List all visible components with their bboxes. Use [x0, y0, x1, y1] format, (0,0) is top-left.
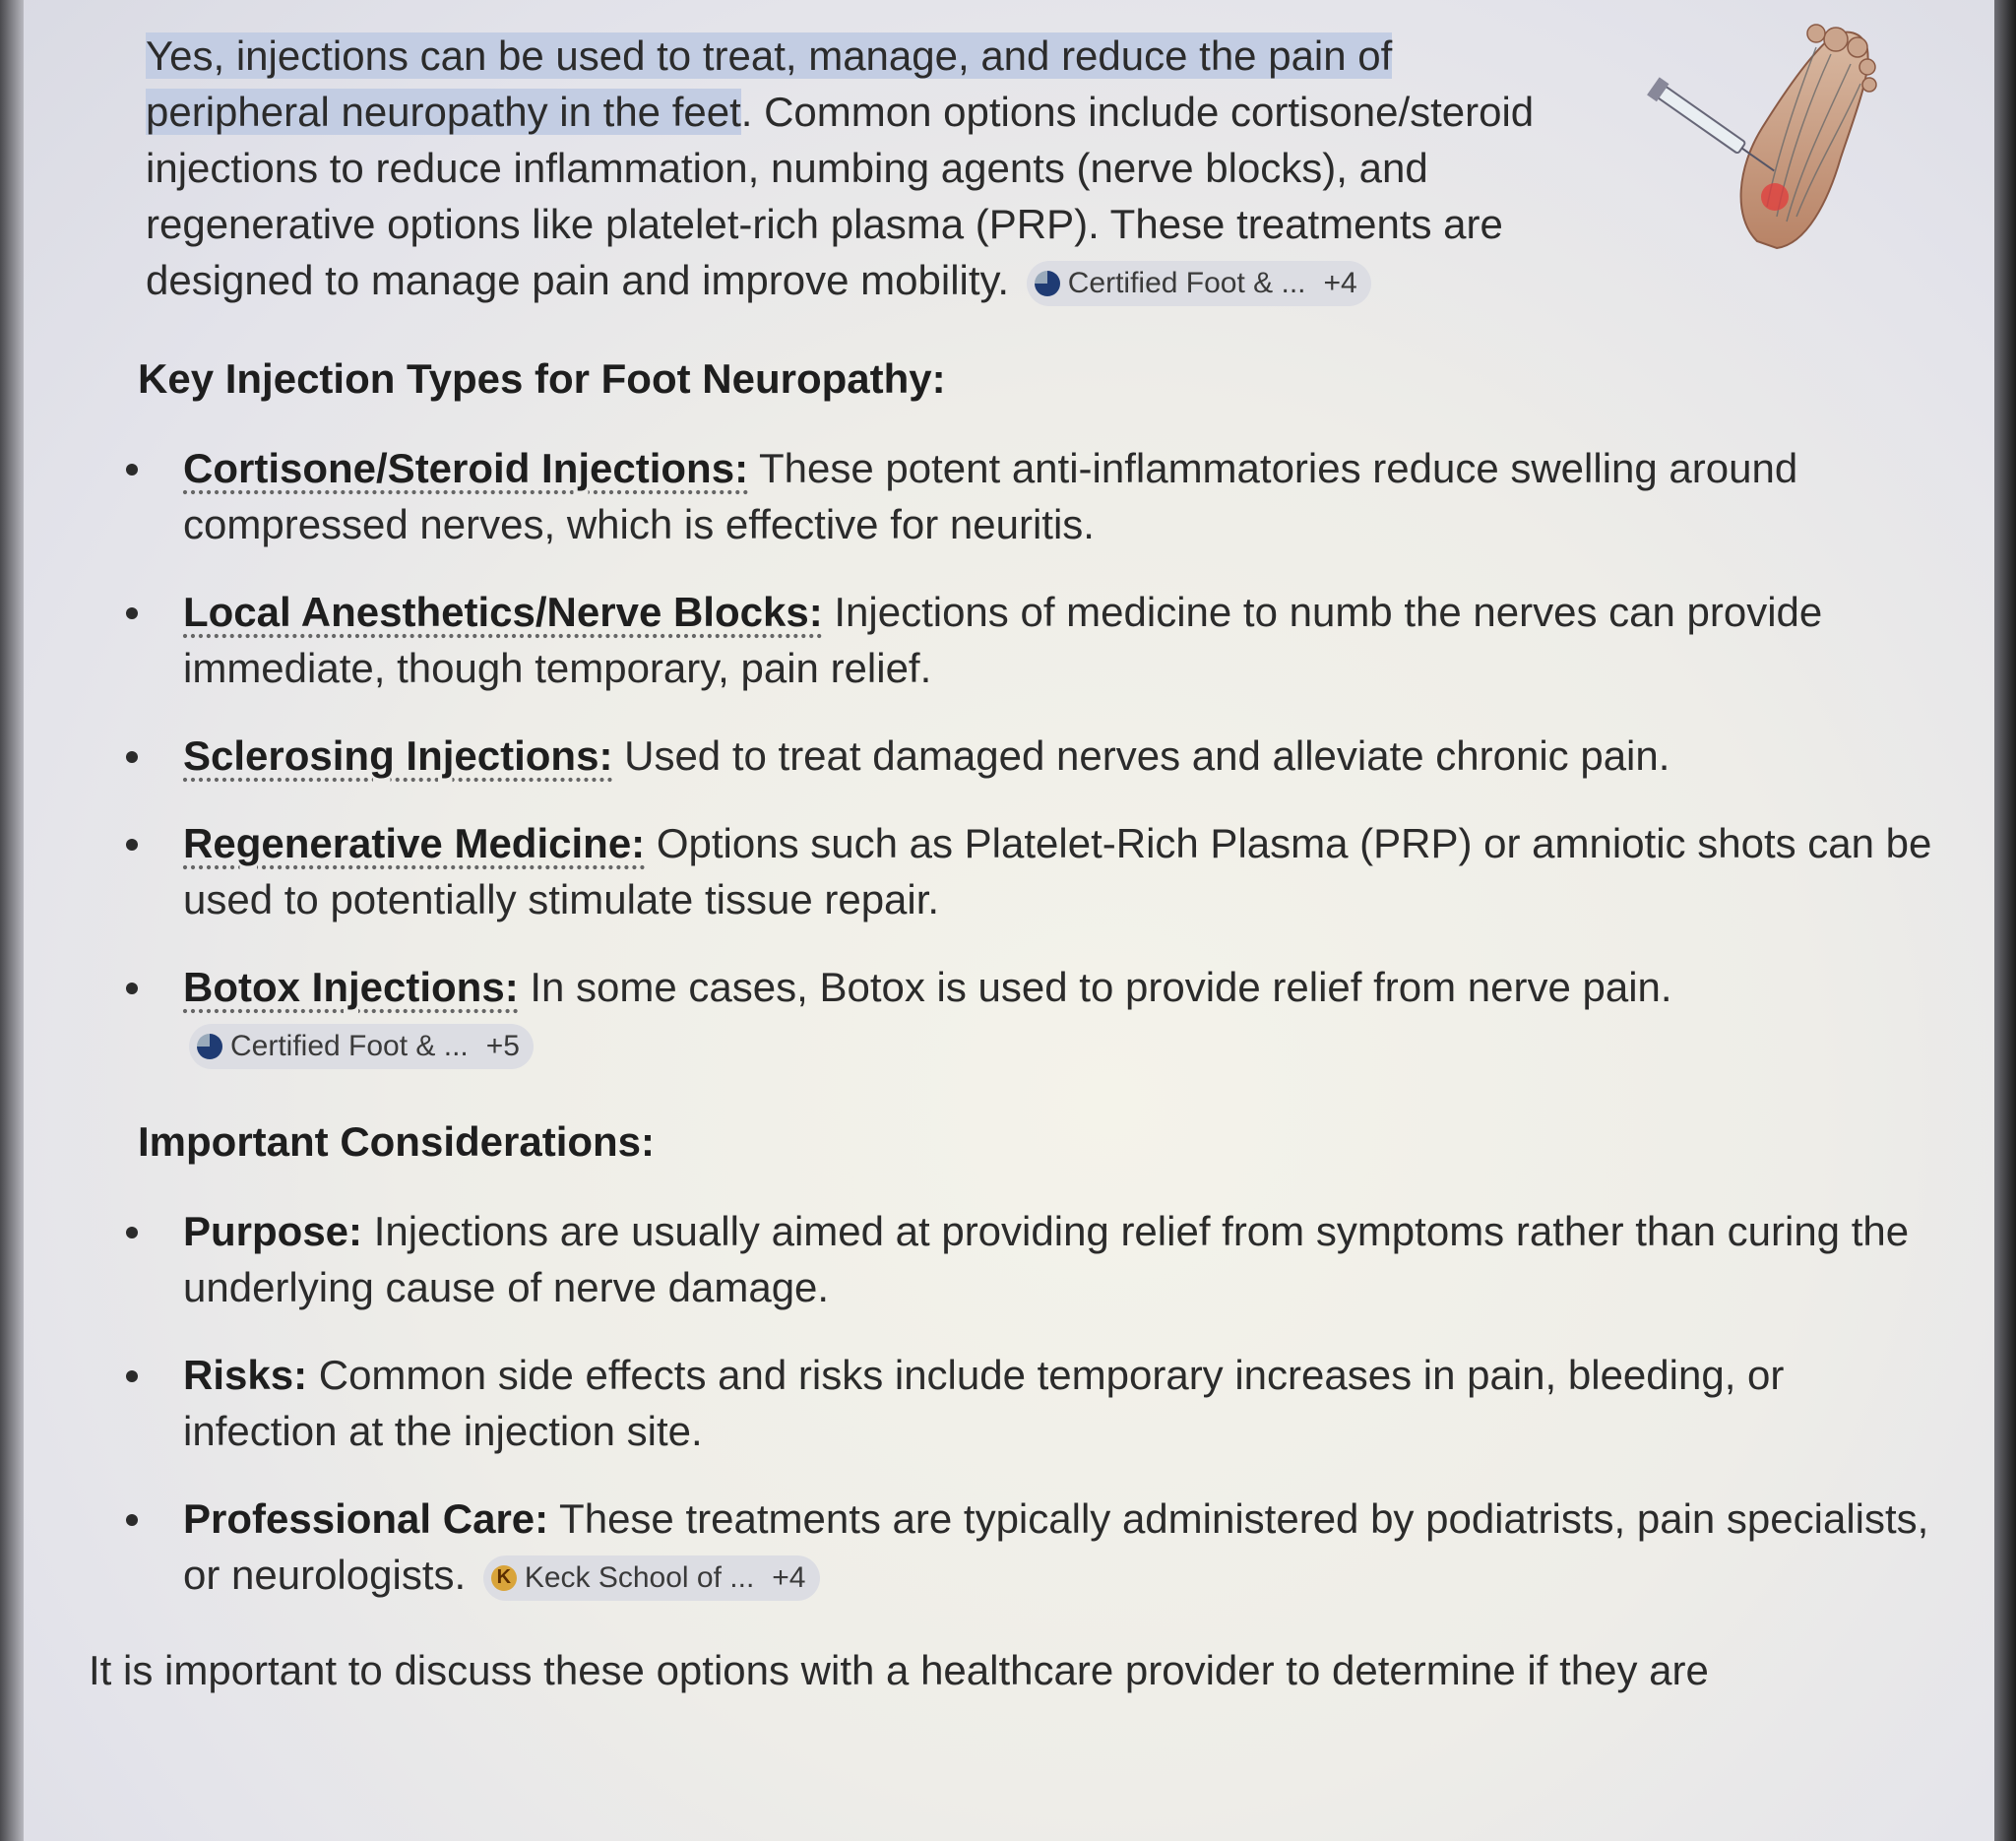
source-chip-label: Certified Foot & ...: [230, 1030, 469, 1063]
injection-types-list: [138, 440, 1939, 1071]
list-item-text: Injections of medicine to numb the nerves can provide immediate, though temporary, pain relief.: [183, 589, 1823, 691]
section-heading-injection-types: Key Injection Types for Foot Neuropathy:: [138, 355, 946, 402]
term-label: Purpose:: [183, 1208, 363, 1254]
source-chip[interactable]: [189, 1024, 534, 1069]
term-label: Risks:: [183, 1352, 308, 1398]
source-chip-count: +4: [1323, 267, 1357, 300]
list-item: [138, 1491, 1939, 1603]
section-heading-considerations: Important Considerations:: [138, 1118, 656, 1165]
term-link[interactable]: Sclerosing Injections:: [183, 732, 613, 779]
source-chip-count: +4: [772, 1561, 806, 1595]
term-label: Professional Care:: [183, 1495, 549, 1542]
list-item-text: Common side effects and risks include temporary increases in pain, bleeding, or infection at the injection site.: [183, 1352, 1785, 1454]
list-item: [138, 815, 1939, 927]
source-chip[interactable]: [483, 1555, 820, 1601]
list-item: [138, 440, 1939, 552]
term-link[interactable]: Cortisone/Steroid Injections:: [183, 445, 749, 491]
keck-source-icon: K: [491, 1565, 517, 1591]
list-item: [138, 1347, 1939, 1459]
considerations-list: [138, 1203, 1939, 1603]
source-chip-count: +5: [485, 1030, 520, 1063]
closing-text: It is important to discuss these options with a healthcare provider to determine if they are: [89, 1647, 1709, 1693]
list-item: [138, 728, 1939, 784]
source-chip-label: Certified Foot & ...: [1067, 267, 1306, 300]
list-item: [138, 959, 1939, 1071]
term-link[interactable]: Botox Injections:: [183, 964, 519, 1010]
source-chip[interactable]: [1027, 261, 1371, 306]
source-chip-label: Keck School of ...: [524, 1561, 755, 1595]
device-bezel-right: [1994, 0, 2016, 1841]
list-item: [138, 584, 1939, 696]
list-item-text: These potent anti-inflammatories reduce swelling around compressed nerves, which is effective for neuritis.: [183, 445, 1798, 547]
list-item-text: Options such as Platelet-Rich Plasma (PRP) or amniotic shots can be used to potentially stimulate tissue repair.: [183, 820, 1932, 922]
list-item: [138, 1203, 1939, 1315]
term-link[interactable]: Regenerative Medicine:: [183, 820, 646, 866]
device-bezel-left: [0, 0, 24, 1841]
intro-paragraph: [146, 28, 1563, 308]
list-item-text: Injections are usually aimed at providing relief from symptoms rather than curing the underlying cause of nerve damage.: [183, 1208, 1910, 1310]
answer-content: [89, 20, 1939, 1698]
term-link[interactable]: Local Anesthetics/Nerve Blocks:: [183, 589, 823, 635]
list-item-text: Used to treat damaged nerves and alleviate chronic pain.: [612, 732, 1670, 779]
intro-text: . Common options include cortisone/steroid injections to reduce inflammation, numbing agents (nerve blocks), and regenerative options like platelet-rich plasma (PRP). These treatments are designed to manage pain and improve mobility.: [146, 89, 1535, 303]
highlighted-text[interactable]: Yes, injections can be used to treat, manage, and reduce the pain of peripheral neuropathy in the feet: [146, 32, 1393, 135]
list-item-text: In some cases, Botox is used to provide relief from nerve pain.: [518, 964, 1672, 1010]
globe-source-icon: [1035, 271, 1060, 296]
list-item-text: These treatments are typically administered by podiatrists, pain specialists, or neurologists.: [183, 1495, 1929, 1598]
globe-source-icon: [197, 1034, 222, 1059]
